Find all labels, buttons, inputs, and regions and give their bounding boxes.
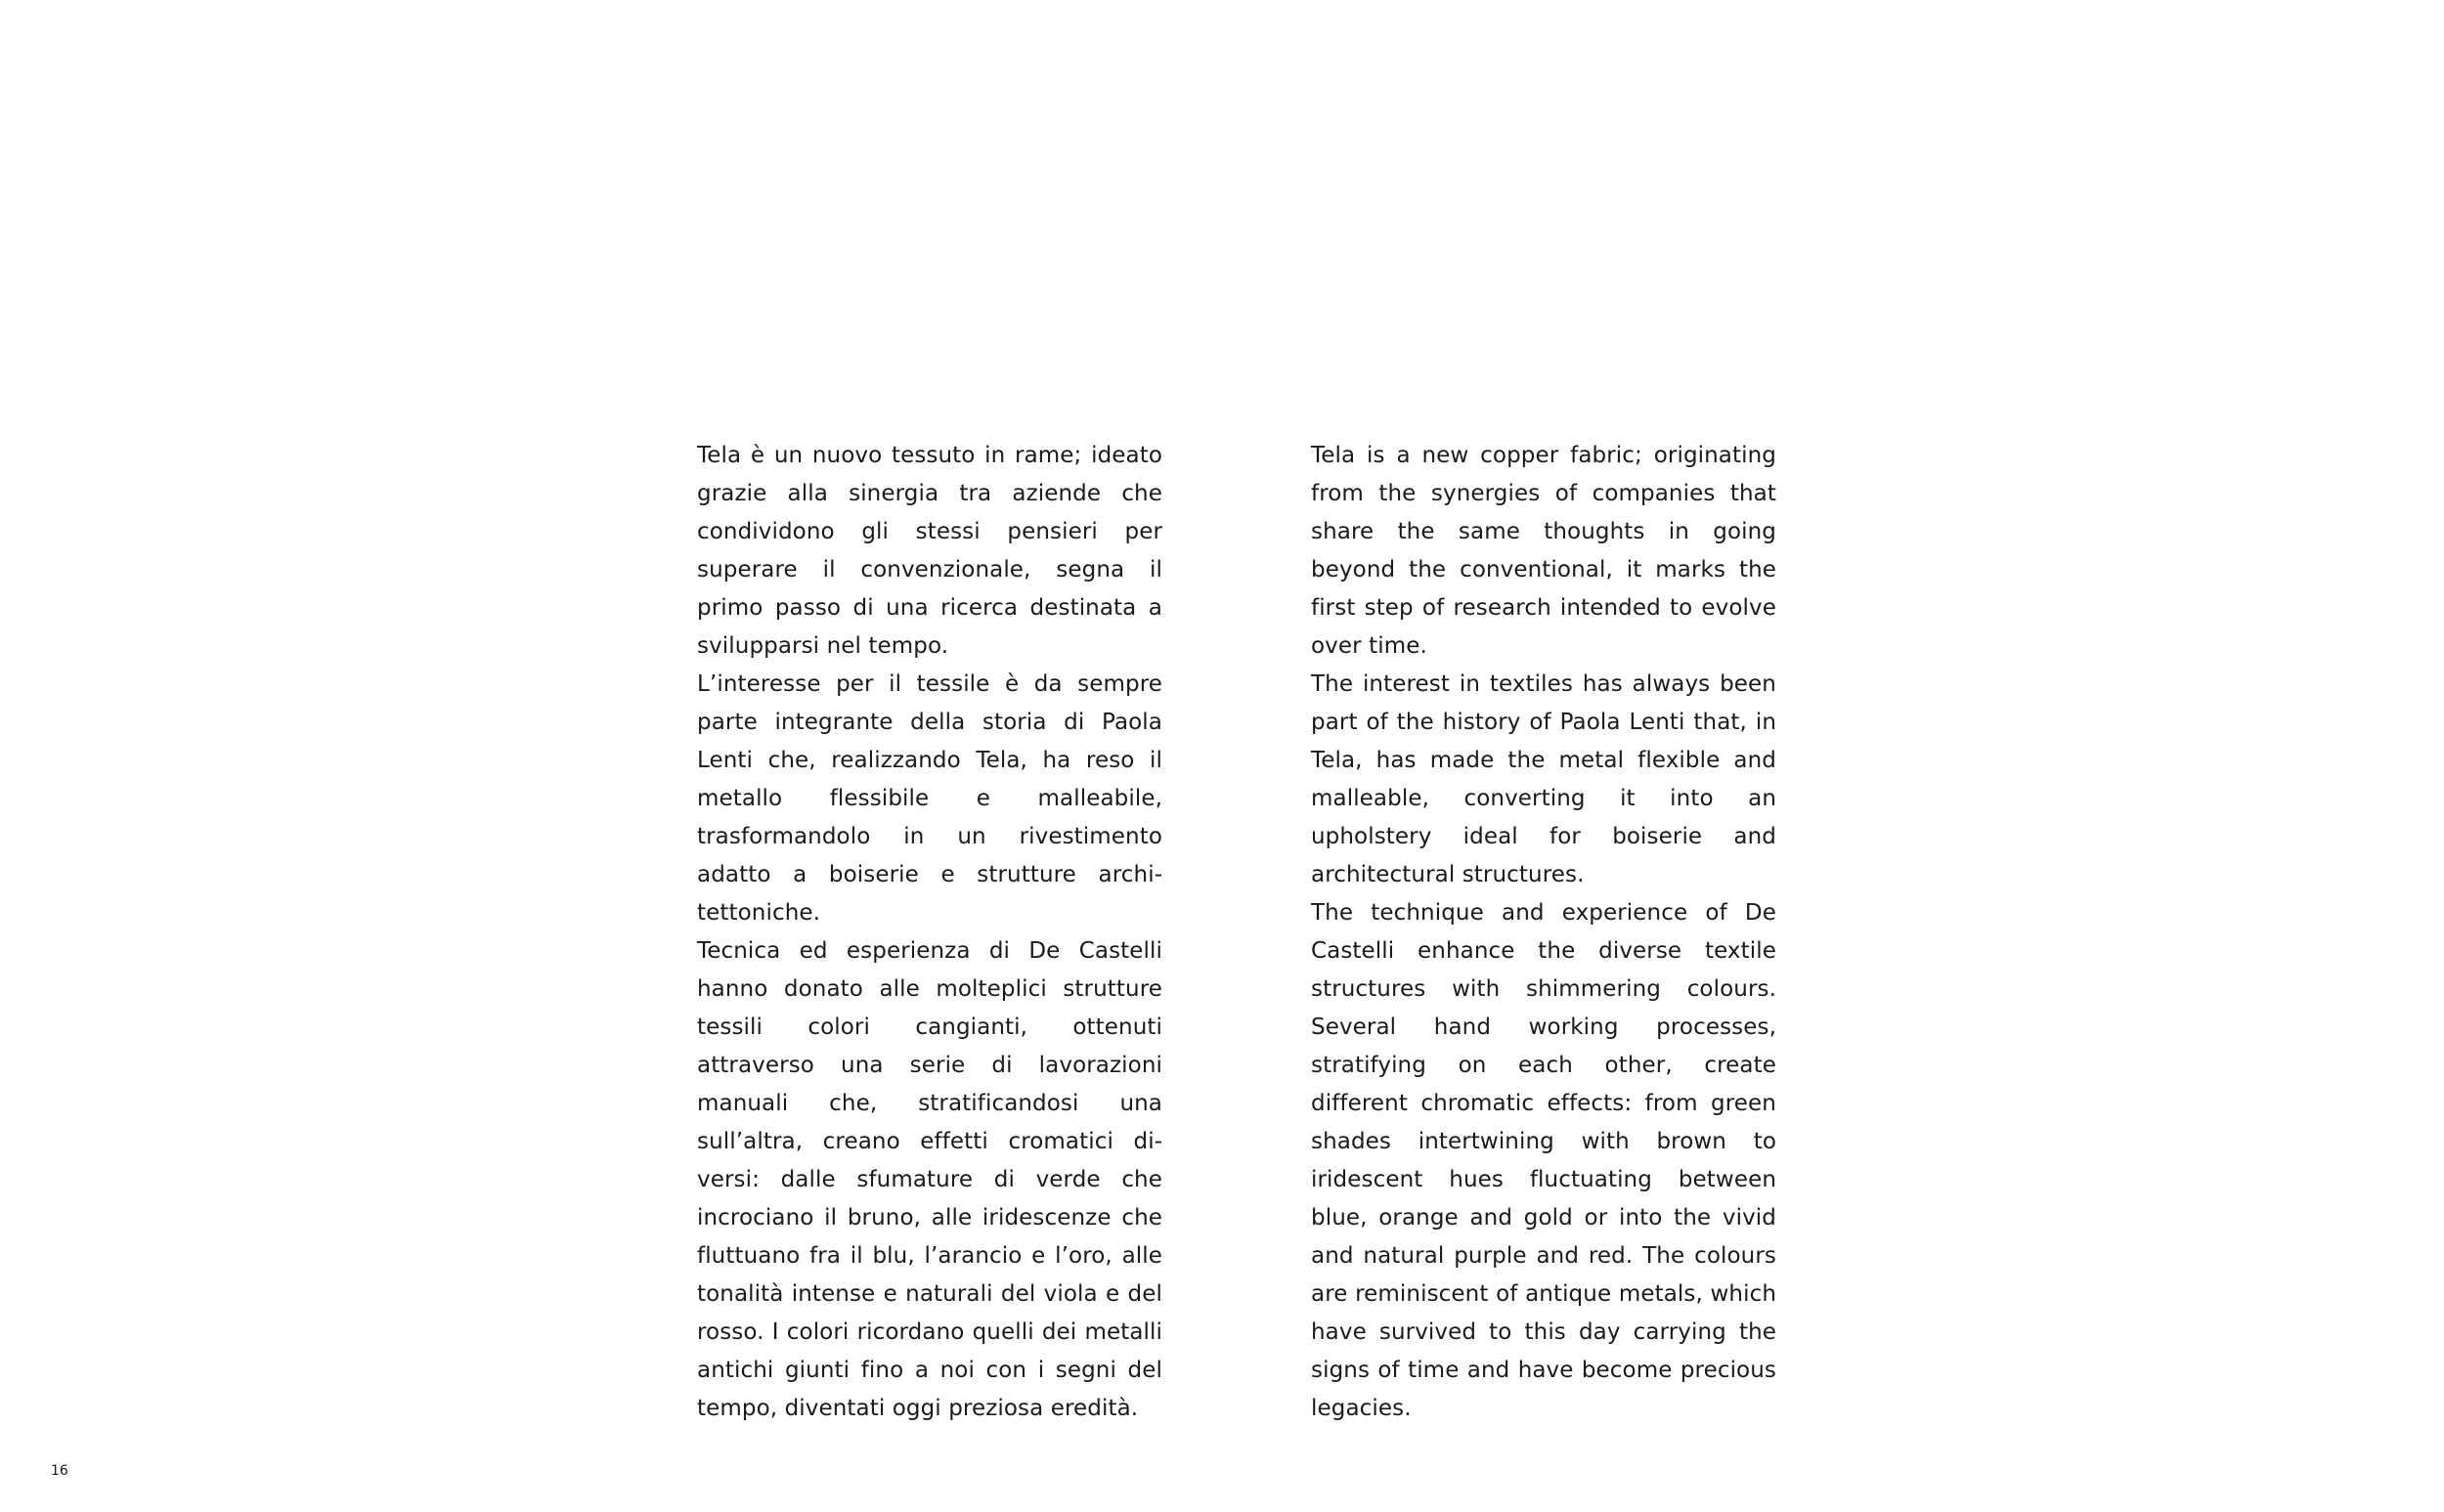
page-number: 16: [51, 1463, 68, 1479]
english-paragraph-2: The interest in textiles has always been part of the history of Paola Lenti that, in Tela, has made the metal flexible and malleable, converting it into an upholstery ideal for boiserie and architectural structures.: [1311, 671, 1776, 887]
english-text-column: [1311, 437, 1776, 1428]
italian-paragraph-2: L’interesse per il tessile è da sempre parte integrante della storia di Paola Lenti che, realizzando Tela, ha reso il metallo flessibile e malleabile, trasformandolo in un rivestimento adatto a boiserie e strutture architettoniche.: [697, 671, 1162, 926]
italian-paragraph-3: Tecnica ed esperienza di De Castelli hanno donato alle molteplici strutture tessili colori cangianti, ottenuti attraverso una serie di lavorazioni manuali che, stratificandosi una sull’altra, creano effetti cromatici diversi: dalle sfumature di verde che incrociano il bruno, alle iridescenze che fluttuano fra il blu, l’arancio e l’oro, alle tonalità intense e naturali del viola e del rosso. I colori ricordano quelli dei metalli antichi giunti fino a noi con i segni del tempo, diventati oggi preziosa eredità.: [697, 938, 1162, 1421]
english-paragraph-1: Tela is a new copper fabric; originating from the synergies of companies that share the same thoughts in going beyond the conventional, it marks the first step of research intended to evolve over time.: [1311, 443, 1776, 659]
english-paragraph-3: The technique and experience of De Castelli enhance the diverse textile structures with shimmering colours. Several hand working processes, stratifying on each other, create different chromatic effects: from green shades intertwining with brown to iridescent hues fluctuating between blue, orange and gold or into the vivid and natural purple and red. The colours are reminiscent of antique metals, which have survived to this day carrying the signs of time and have become precious legacies.: [1311, 900, 1776, 1421]
italian-paragraph-1: Tela è un nuovo tessuto in rame; ideato grazie alla sinergia tra aziende che condividono gli stessi pensieri per superare il convenzionale, segna il primo passo di una ricerca destinata a svilupparsi nel tempo.: [697, 443, 1162, 659]
italian-text-column: [697, 437, 1162, 1428]
